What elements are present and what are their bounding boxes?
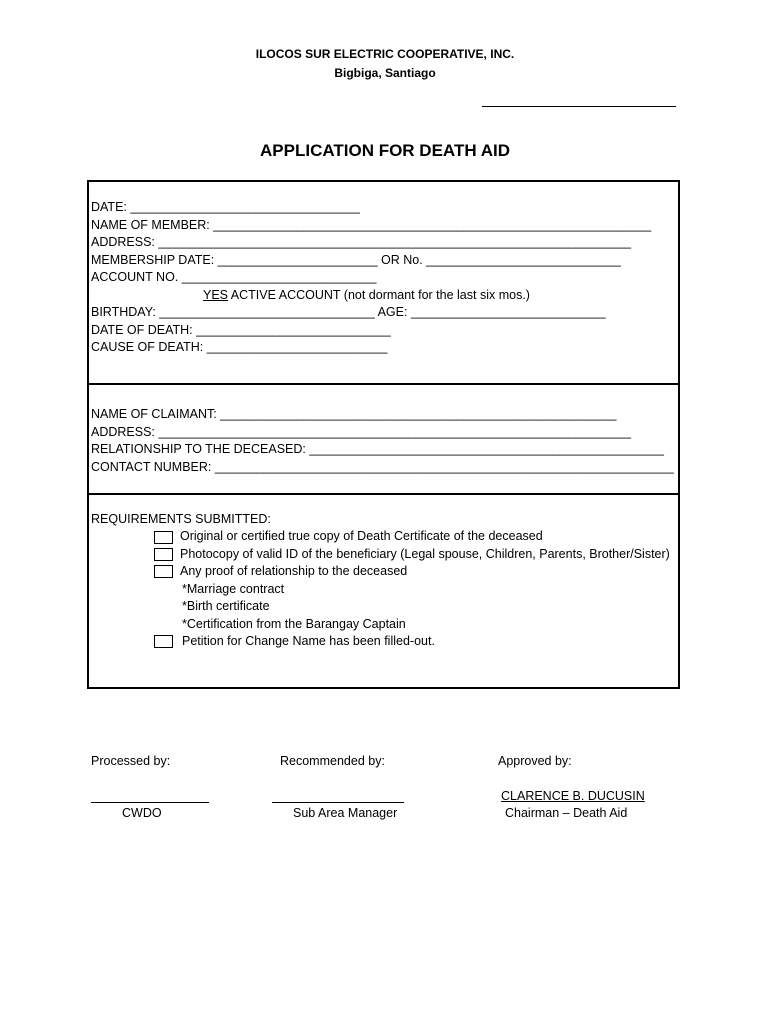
active-account-statement	[203, 287, 530, 305]
member-name-field[interactable]: NAME OF MEMBER: _______________________________________________________________	[91, 217, 652, 232]
date-of-death-field[interactable]: DATE OF DEATH: ____________________________	[91, 322, 391, 337]
form-title: APPLICATION FOR DEATH AID	[260, 141, 510, 160]
requirements-heading: REQUIREMENTS SUBMITTED:	[91, 512, 271, 526]
organization-address: Bigbiga, Santiago	[334, 66, 436, 80]
requirement-proof-of-relationship: Any proof of relationship to the deceased	[180, 564, 408, 578]
sub-requirement-marriage-contract: *Marriage contract	[182, 581, 285, 596]
birthday-age-field[interactable]: BIRTHDAY: _______________________________ AGE: ____________________________	[91, 305, 606, 319]
active-account-label: ACTIVE ACCOUNT (not dormant for the last six mos.)	[228, 287, 530, 302]
member-details-section	[87, 180, 680, 385]
processed-signature-line[interactable]	[91, 802, 209, 803]
change-name-petition-checkbox[interactable]	[154, 635, 173, 648]
sub-requirement-barangay-certification: *Certification from the Barangay Captain	[182, 616, 406, 631]
recommended-by-title: Sub Area Manager	[293, 806, 398, 820]
member-address-field[interactable]: ADDRESS: ____________________________________________________________________	[91, 235, 632, 249]
approver-title: Chairman – Death Aid	[505, 806, 628, 820]
organization-name: ILOCOS SUR ELECTRIC COOPERATIVE, INC.	[255, 47, 515, 61]
active-yes-label: YES	[203, 287, 229, 302]
relationship-field[interactable]: RELATIONSHIP TO THE DECEASED: ___________________________________________________	[91, 442, 664, 456]
recommended-signature-line[interactable]	[272, 802, 404, 803]
processed-by-label: Processed by:	[91, 754, 171, 768]
contact-number-field[interactable]: CONTACT NUMBER: __________________________________________________________________	[91, 459, 674, 474]
recommended-by-label: Recommended by:	[280, 754, 385, 768]
membership-date-field[interactable]: MEMBERSHIP DATE: _______________________ OR No. ____________________________	[91, 252, 621, 267]
claimant-name-field[interactable]: NAME OF CLAIMANT: _________________________________________________________	[91, 407, 617, 421]
proof-of-relationship-checkbox[interactable]	[154, 565, 173, 578]
claimant-address-field[interactable]: ADDRESS: ____________________________________________________________________	[91, 424, 632, 439]
reference-number-line	[482, 106, 676, 107]
processed-by-title: CWDO	[122, 806, 162, 820]
claimant-details-section	[87, 383, 680, 495]
account-number-field[interactable]: ACCOUNT NO. ____________________________	[91, 270, 377, 284]
requirement-valid-id: Photocopy of valid ID of the beneficiary (Legal spouse, Children, Parents, Brother/Sister)	[180, 546, 670, 561]
requirement-change-name-petition: Petition for Change Name has been filled-out.	[182, 634, 435, 648]
death-certificate-checkbox[interactable]	[154, 531, 173, 544]
approver-name: CLARENCE B. DUCUSIN	[501, 789, 645, 803]
approved-by-label: Approved by:	[498, 754, 572, 768]
sub-requirement-birth-certificate: *Birth certificate	[182, 599, 270, 613]
valid-id-checkbox[interactable]	[154, 548, 173, 561]
requirement-death-certificate: Original or certified true copy of Death Certificate of the deceased	[180, 529, 543, 543]
requirements-section	[87, 493, 680, 689]
cause-of-death-field[interactable]: CAUSE OF DEATH: __________________________	[91, 340, 388, 354]
date-field[interactable]: DATE: _________________________________	[91, 200, 360, 214]
